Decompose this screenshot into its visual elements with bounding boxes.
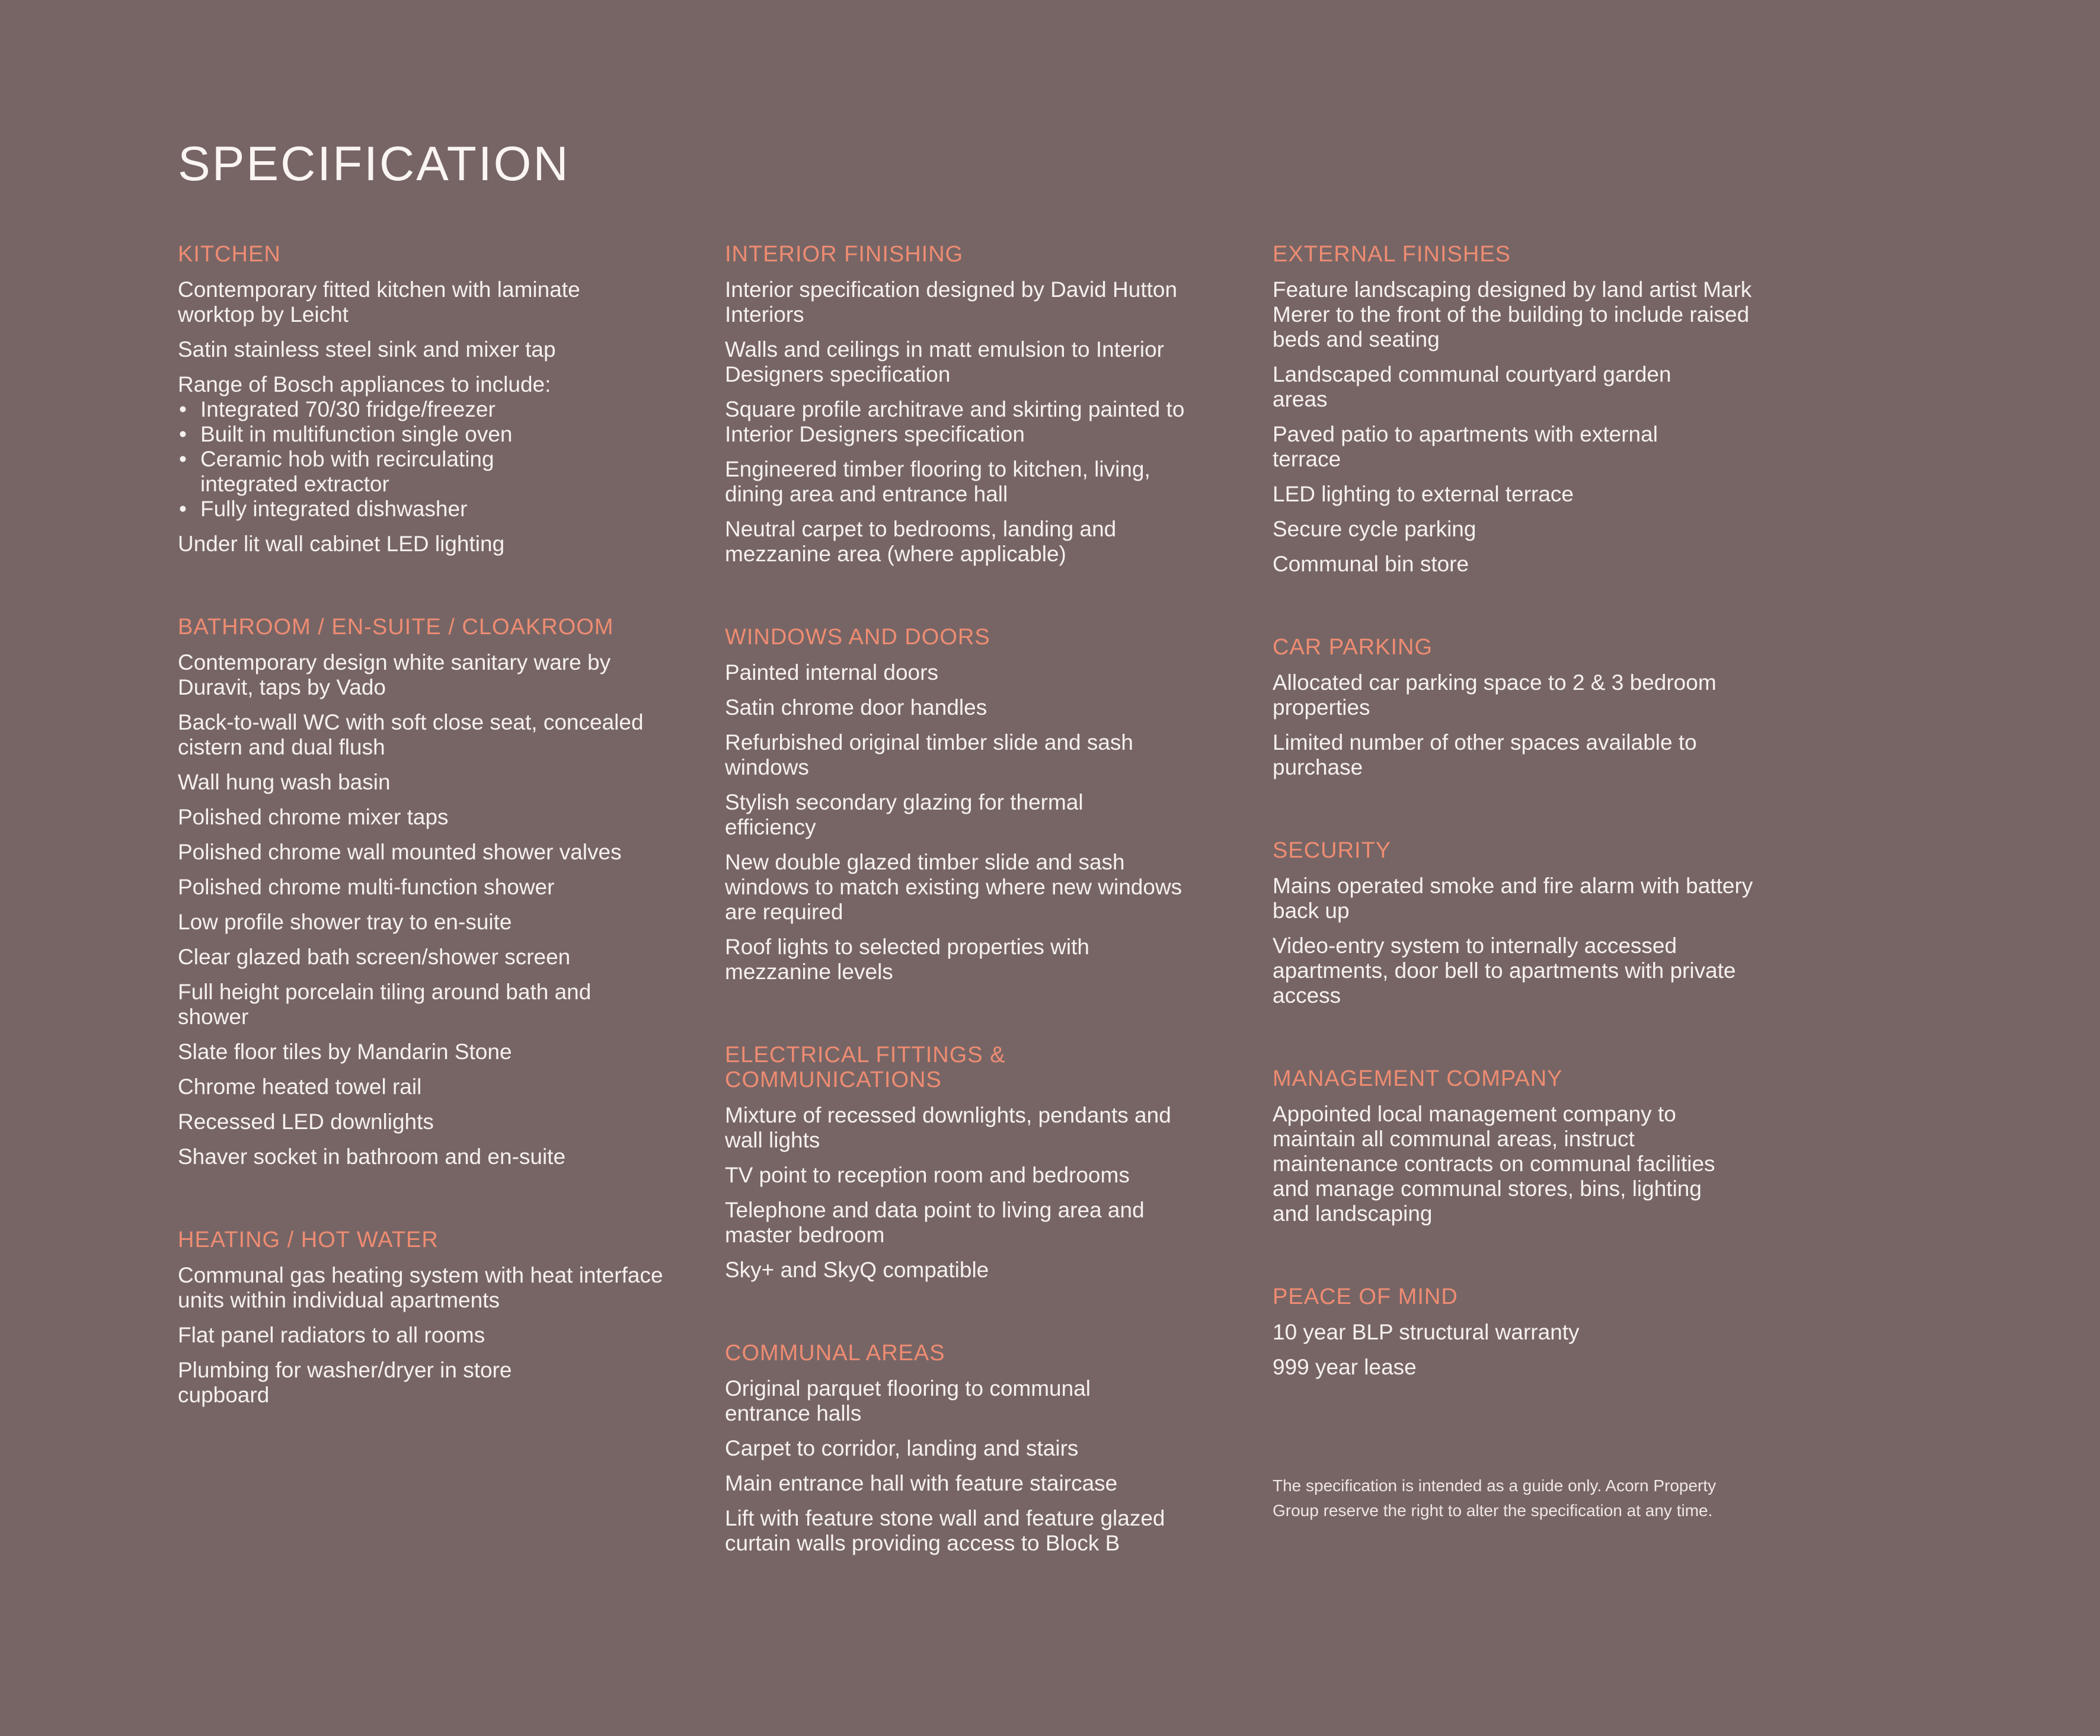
spec-item: Lift with feature stone wall and feature glazed curtain walls providing access to Block B	[725, 1506, 1165, 1555]
column-right	[1273, 242, 1818, 1438]
spec-item: Communal gas heating system with heat interface units within individual apartments	[178, 1263, 663, 1312]
spec-item: TV point to reception room and bedrooms	[725, 1163, 1130, 1187]
section-heading: KITCHEN	[178, 242, 281, 267]
section-kitchen	[178, 242, 679, 557]
spec-item: Flat panel radiators to all rooms	[178, 1323, 485, 1347]
section-heading: COMMUNAL AREAS	[725, 1341, 945, 1366]
spec-item: Contemporary design white sanitary ware by Duravit, taps by Vado	[178, 650, 611, 699]
spec-item: Secure cycle parking	[1273, 517, 1476, 541]
spec-item: Satin chrome door handles	[725, 695, 987, 720]
column-left	[178, 242, 679, 1466]
spec-item: Refurbished original timber slide and sash windows	[725, 730, 1133, 779]
section-electrical	[725, 1043, 1241, 1283]
spec-item: Back-to-wall WC with soft close seat, concealed cistern and dual flush	[178, 710, 644, 759]
column-middle	[725, 242, 1241, 1614]
spec-item: Communal bin store	[1273, 552, 1469, 576]
spec-item: Interior specification designed by David Hutton Interiors	[725, 277, 1178, 327]
spec-item: Polished chrome multi-function shower	[178, 875, 555, 899]
spec-item: Satin stainless steel sink and mixer tap	[178, 337, 556, 362]
appliance-list-item: • Integrated 70/30 fridge/freezer	[178, 397, 679, 422]
section-heading: HEATING / HOT WATER	[178, 1227, 439, 1252]
spec-item: Feature landscaping designed by land artist Mark Merer to the front of the building to include raised beds and seating	[1273, 277, 1752, 351]
section-heading: MANAGEMENT COMPANY	[1273, 1066, 1563, 1091]
section-management-company	[1273, 1066, 1818, 1226]
spec-item: Plumbing for washer/dryer in store cupboard	[178, 1358, 512, 1407]
spec-item: Polished chrome mixer taps	[178, 805, 449, 829]
spec-item: Contemporary fitted kitchen with laminate worktop by Leicht	[178, 277, 580, 327]
section-heading: INTERIOR FINISHING	[725, 242, 964, 267]
spec-item: Wall hung wash basin	[178, 770, 391, 794]
spec-item: Sky+ and SkyQ compatible	[725, 1258, 989, 1282]
spec-item: Engineered timber flooring to kitchen, living, dining area and entrance hall	[725, 457, 1150, 506]
spec-item: Under lit wall cabinet LED lighting	[178, 532, 505, 556]
section-heating	[178, 1227, 679, 1408]
section-windows-doors	[725, 625, 1241, 984]
section-external-finishes	[1273, 242, 1818, 577]
spec-item: 999 year lease	[1273, 1355, 1417, 1379]
appliance-list-item: • Built in multifunction single oven	[178, 422, 679, 447]
appliance-list	[178, 397, 679, 522]
spec-item: Main entrance hall with feature staircase	[725, 1471, 1118, 1495]
disclaimer-note: The specification is intended as a guide only. Acorn Property Group reserve the right to alter the specification at any time.	[1273, 1476, 1717, 1520]
spec-item: Allocated car parking space to 2 & 3 bedroom properties	[1273, 670, 1717, 720]
section-heading: EXTERNAL FINISHES	[1273, 242, 1511, 267]
spec-item: Landscaped communal courtyard garden areas	[1273, 362, 1671, 411]
spec-item: Mains operated smoke and fire alarm with battery back up	[1273, 874, 1753, 923]
spec-item: Appointed local management company to maintain all communal areas, instruct maintenance contracts on communal facilities and manage communal stores, bins, lighting and landscaping	[1273, 1102, 1715, 1226]
spec-item: Shaver socket in bathroom and en-suite	[178, 1144, 566, 1169]
spec-item: Recessed LED downlights	[178, 1110, 434, 1134]
page-title: SPECIFICATION	[178, 137, 570, 191]
spec-item: 10 year BLP structural warranty	[1273, 1320, 1580, 1344]
spec-item: Low profile shower tray to en-suite	[178, 910, 512, 934]
spec-item: LED lighting to external terrace	[1273, 482, 1574, 506]
section-interior-finishing	[725, 242, 1241, 567]
section-heading: SECURITY	[1273, 838, 1392, 863]
spec-item: Original parquet flooring to communal entrance halls	[725, 1376, 1091, 1425]
section-heading: WINDOWS AND DOORS	[725, 625, 990, 650]
section-heading: CAR PARKING	[1273, 635, 1433, 660]
spec-item: Walls and ceilings in matt emulsion to Interior Designers specification	[725, 337, 1164, 386]
spec-item: Square profile architrave and skirting painted to Interior Designers specification	[725, 397, 1185, 446]
spec-item-text: Range of Bosch appliances to include:	[178, 372, 551, 397]
spec-item: Stylish secondary glazing for thermal efficiency	[725, 790, 1083, 839]
spec-item: Carpet to corridor, landing and stairs	[725, 1436, 1079, 1460]
spec-item: Video-entry system to internally accessed apartments, door bell to apartments with private access	[1273, 933, 1736, 1008]
spec-item: Mixture of recessed downlights, pendants and wall lights	[725, 1103, 1171, 1152]
section-heading: ELECTRICAL FITTINGS & COMMUNICATIONS	[725, 1043, 1006, 1092]
appliance-list-item: • Fully integrated dishwasher	[178, 497, 679, 522]
section-heading: PEACE OF MIND	[1273, 1284, 1458, 1309]
spec-item: Polished chrome wall mounted shower valves	[178, 840, 622, 864]
appliance-list-item: • Ceramic hob with recirculating integrated extractor	[178, 447, 580, 497]
spec-item: Chrome heated towel rail	[178, 1075, 422, 1099]
spec-item: Telephone and data point to living area and master bedroom	[725, 1198, 1145, 1247]
spec-item: Neutral carpet to bedrooms, landing and mezzanine area (where applicable)	[725, 517, 1117, 566]
spec-item: Full height porcelain tiling around bath and shower	[178, 980, 592, 1029]
spec-item: Roof lights to selected properties with mezzanine levels	[725, 935, 1089, 984]
spec-item: Clear glazed bath screen/shower screen	[178, 945, 571, 969]
section-security	[1273, 838, 1818, 1008]
section-communal-areas	[725, 1341, 1241, 1556]
section-car-parking	[1273, 635, 1818, 780]
spec-item: Limited number of other spaces available to purchase	[1273, 730, 1697, 779]
spec-item: Painted internal doors	[725, 660, 938, 685]
spec-item: Paved patio to apartments with external terrace	[1273, 422, 1658, 471]
section-peace-of-mind	[1273, 1284, 1818, 1380]
section-heading: BATHROOM / EN-SUITE / CLOAKROOM	[178, 615, 614, 640]
spec-item: Slate floor tiles by Mandarin Stone	[178, 1040, 512, 1064]
spec-item: New double glazed timber slide and sash windows to match existing where new windows are required	[725, 850, 1182, 924]
spec-item-with-list	[178, 372, 679, 522]
section-bathroom	[178, 615, 679, 1169]
